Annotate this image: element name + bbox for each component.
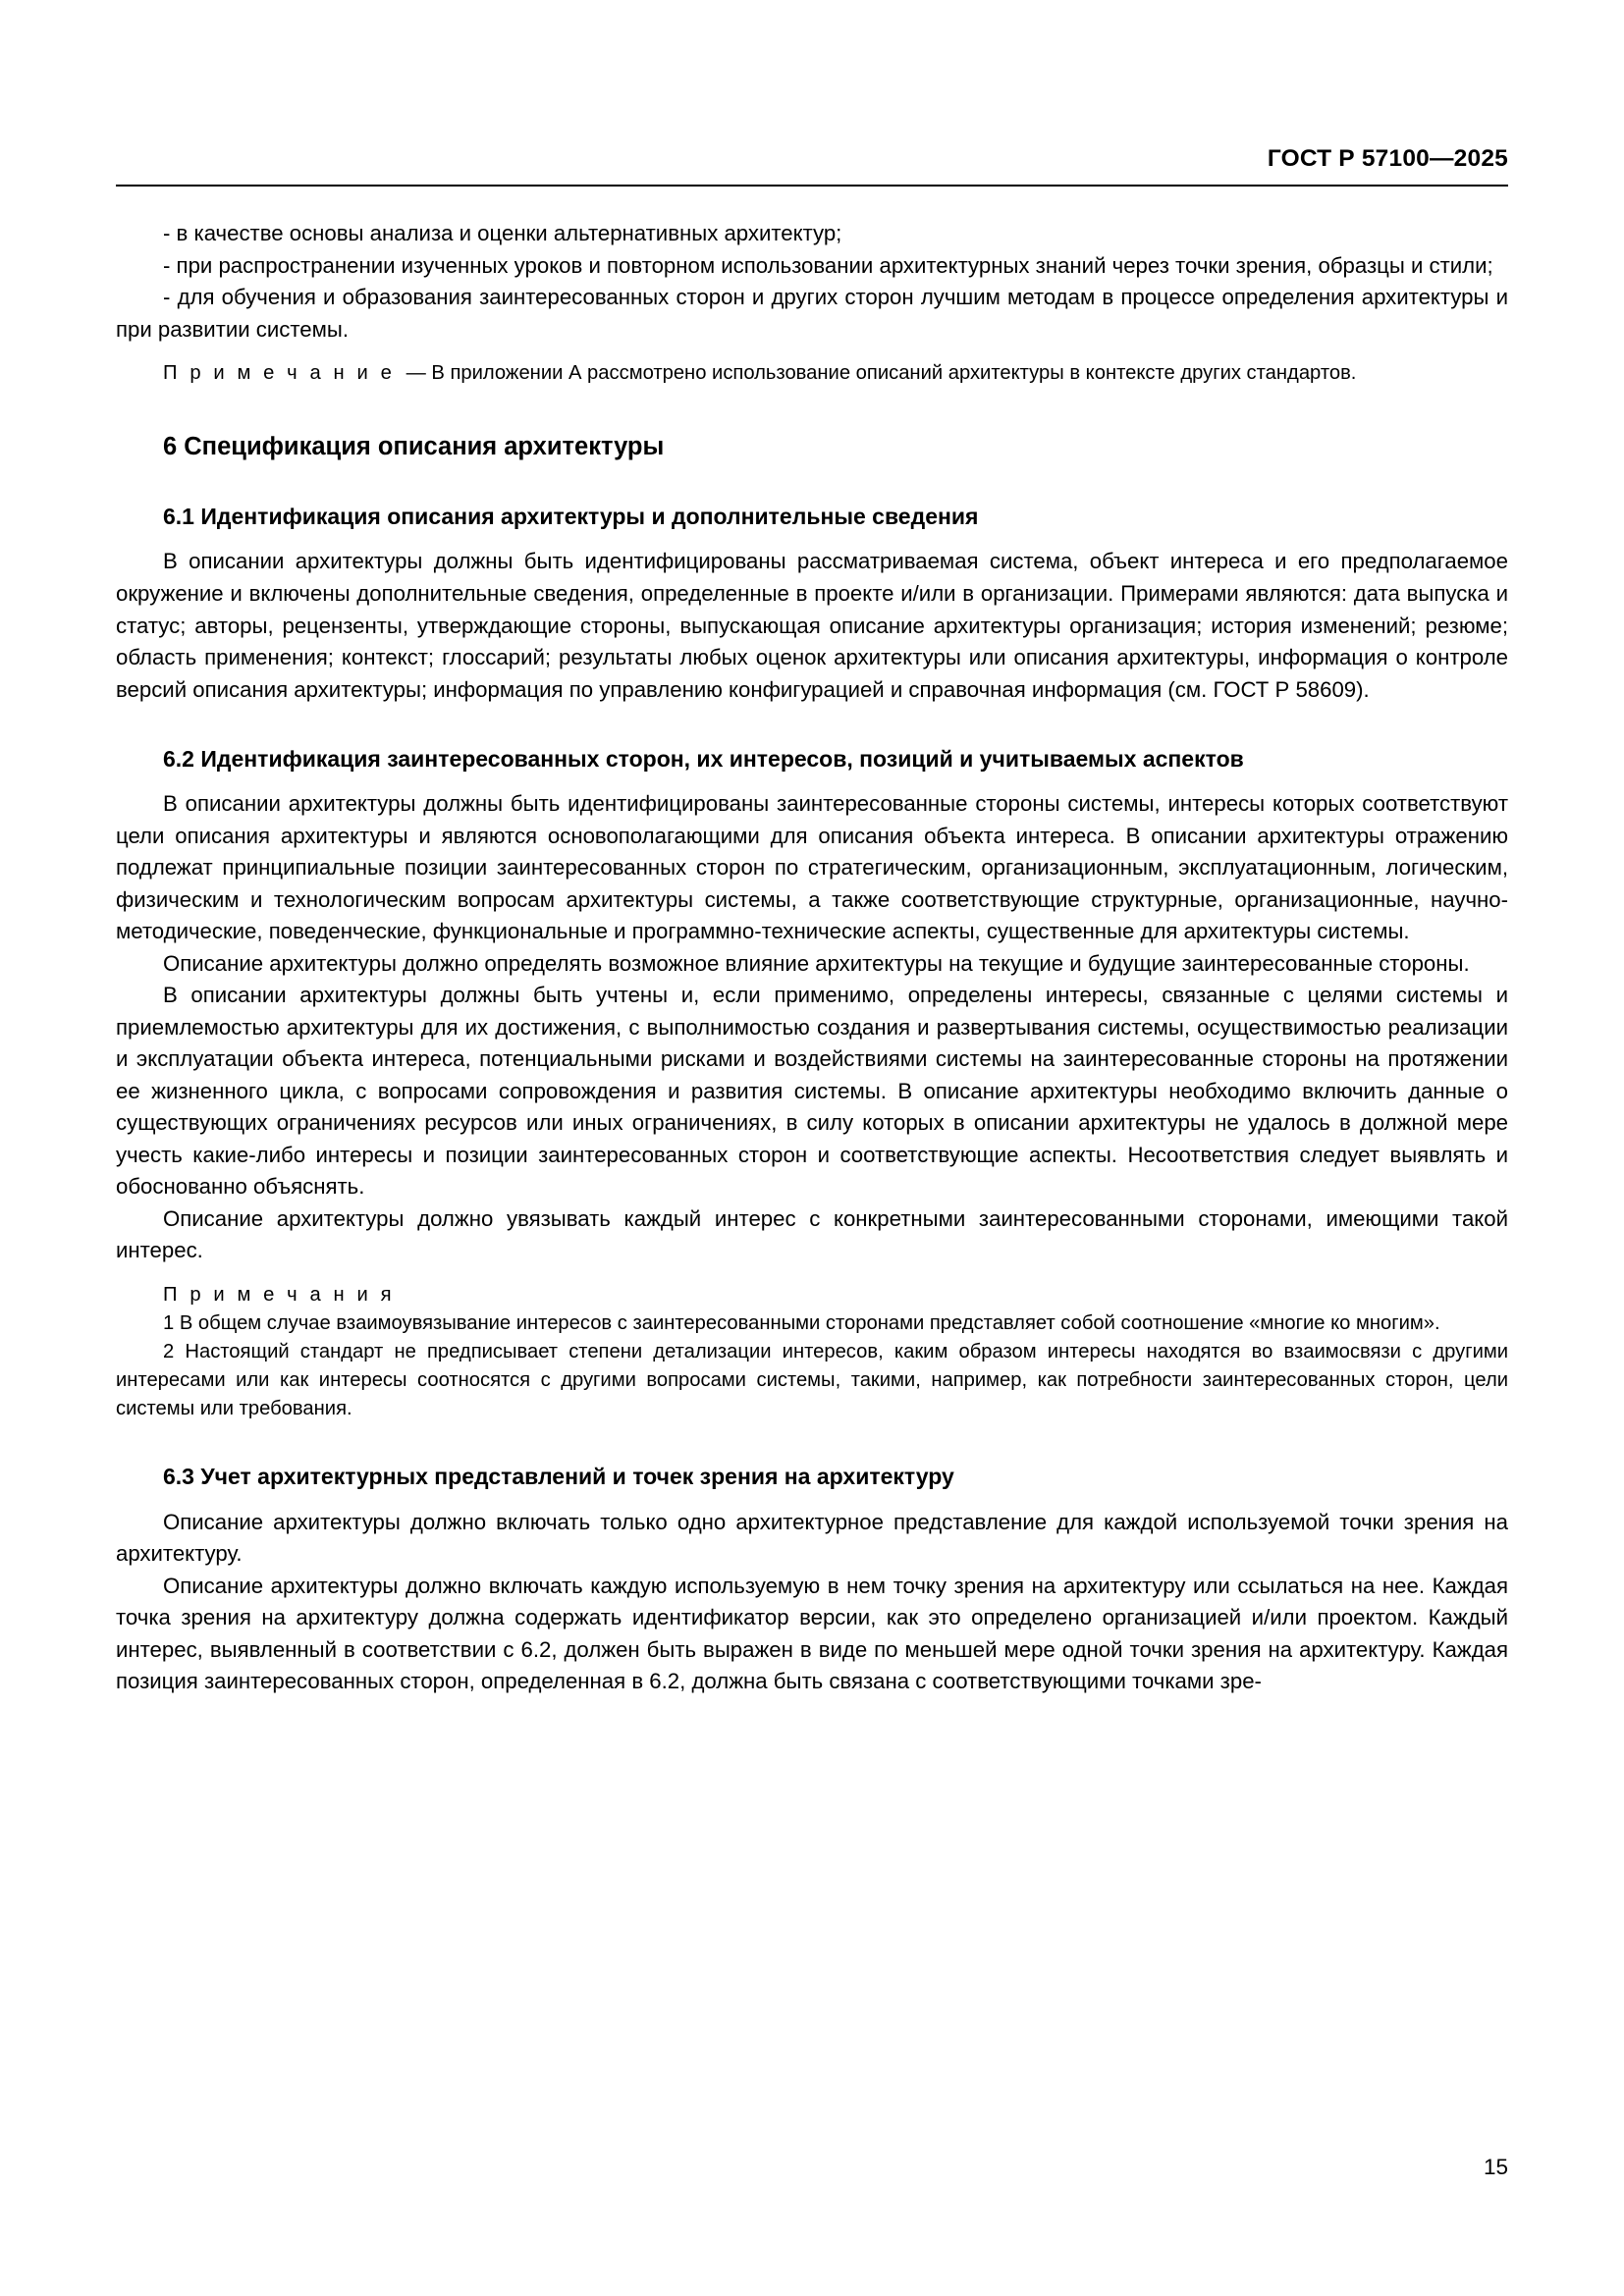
notes-label: П р и м е ч а н и я	[163, 1283, 396, 1306]
page-header-standard: ГОСТ Р 57100—2025	[1267, 145, 1508, 172]
subsection-heading-6-3: 6.3 Учет архитектурных представлений и точек зрения на архитектуру	[163, 1464, 954, 1490]
paragraph: Описание архитектуры должно увязывать каждый интерес с конкретными заинтересованными сторонами, имеющими такой интерес.	[116, 1205, 1508, 1263]
subsection-heading-6-1: 6.1 Идентификация описания архитектуры и дополнительные сведения	[163, 504, 979, 530]
bullet-item: - при распространении изученных уроков и повторном использовании архитектурных знаний через точки зрения, образцы и стили;	[163, 252, 1493, 278]
bullet-item: - в качестве основы анализа и оценки альтернативных архитектур;	[163, 221, 842, 245]
section-heading-6: 6 Спецификация описания архитектуры	[163, 433, 665, 461]
paragraph: В описании архитектуры должны быть идентифицированы рассматриваемая система, объект интереса и его предполагаемое окружение и включены дополнительные сведения, определенные в проекте и/или в организации. Примерами являются: дата выпуска и статус; авторы, рецензенты, утверждающие стороны, выпускающая описание архитектуры организация; история изменений; резюме; область применения; контекст; глоссарий; результаты любых оценок архитектуры или описания архитектуры, информация о контроле версий описания архитектуры; информация по управлению конфигурацией и справочная информация (см. ГОСТ Р 58609).	[116, 549, 1508, 702]
note-label: П р и м е ч а н и е	[163, 362, 396, 385]
note-item: 1 В общем случае взаимоувязывание интересов с заинтересованными сторонами представляет собой соотношение «многие ко многим».	[163, 1312, 1440, 1335]
paragraph: Описание архитектуры должно включать только одно архитектурное представление для каждой используемой точки зрения на архитектуру.	[116, 1509, 1508, 1567]
paragraph: Описание архитектуры должно включать каждую используемую в нем точку зрения на архитектуру или ссылаться на нее. Каждая точка зрения на архитектуру должна содержать идентификатор версии, как это определено организацией и/или проектом. Каждый интерес, выявленный в соответствии с 6.2, должен быть выражен в виде по меньшей мере одной точки зрения на архитектуру. Каждая позиция заинтересованных сторон, определенная в 6.2, должна быть связана с соответствующими точками зре-	[116, 1573, 1508, 1694]
subsection-heading-6-2: 6.2 Идентификация заинтересованных сторон, их интересов, позиций и учитываемых аспектов	[163, 746, 1244, 773]
note-item: 2 Настоящий стандарт не предписывает степени детализации интересов, каким образом интересы находятся во взаимосвязи с другими интересами или как интересы соотносятся с другими вопросами системы, такими, например, как потребности заинтересованных сторон, цели системы или требования.	[116, 1341, 1508, 1420]
header-divider	[116, 185, 1508, 187]
paragraph: В описании архитектуры должны быть идентифицированы заинтересованные стороны системы, интересы которых соответствуют цели описания архитектуры и являются основополагающими для описания объекта интереса. В описании архитектуры отражению подлежат принципиальные позиции заинтересованных сторон по стратегическим, организационным, эксплуатационным, логическим, физическим и технологическим вопросам архитектуры системы, а также соответствующие структурные, организационные, научно-методические, поведенческие, функциональные и программно-технические аспекты, существенные для архитектуры системы.	[116, 791, 1508, 944]
bullet-item: - для обучения и образования заинтересованных сторон и других сторон лучшим методам в процессе определения архитектуры и при развитии системы.	[116, 285, 1508, 342]
page-number: 15	[1483, 2155, 1508, 2179]
note-block	[116, 359, 1508, 388]
note-text: — В приложении А рассмотрено использование описаний архитектуры в контексте других стандартов.	[406, 362, 1357, 385]
paragraph: Описание архитектуры должно определять возможное влияние архитектуры на текущие и будущие заинтересованные стороны.	[163, 950, 1470, 976]
page-content	[116, 218, 1508, 1698]
paragraph: В описании архитектуры должны быть учтены и, если применимо, определены интересы, связанные с целями системы и приемлемостью архитектуры для их достижения, с выполнимостью создания и развертывания системы, осуществимостью реализации и эксплуатации объекта интереса, потенциальными рисками и воздействиями системы на заинтересованные стороны на протяжении ее жизненного цикла, с вопросами сопровождения и развития системы. В описание архитектуры необходимо включить данные о существующих ограничениях ресурсов или иных ограничениях, в силу которых в описании архитектуры не удалось в должной мере учесть какие-либо интересы и позиции заинтересованных сторон и соответствующие аспекты. Несоответствия следует выявлять и обоснованно объяснять.	[116, 983, 1508, 1200]
